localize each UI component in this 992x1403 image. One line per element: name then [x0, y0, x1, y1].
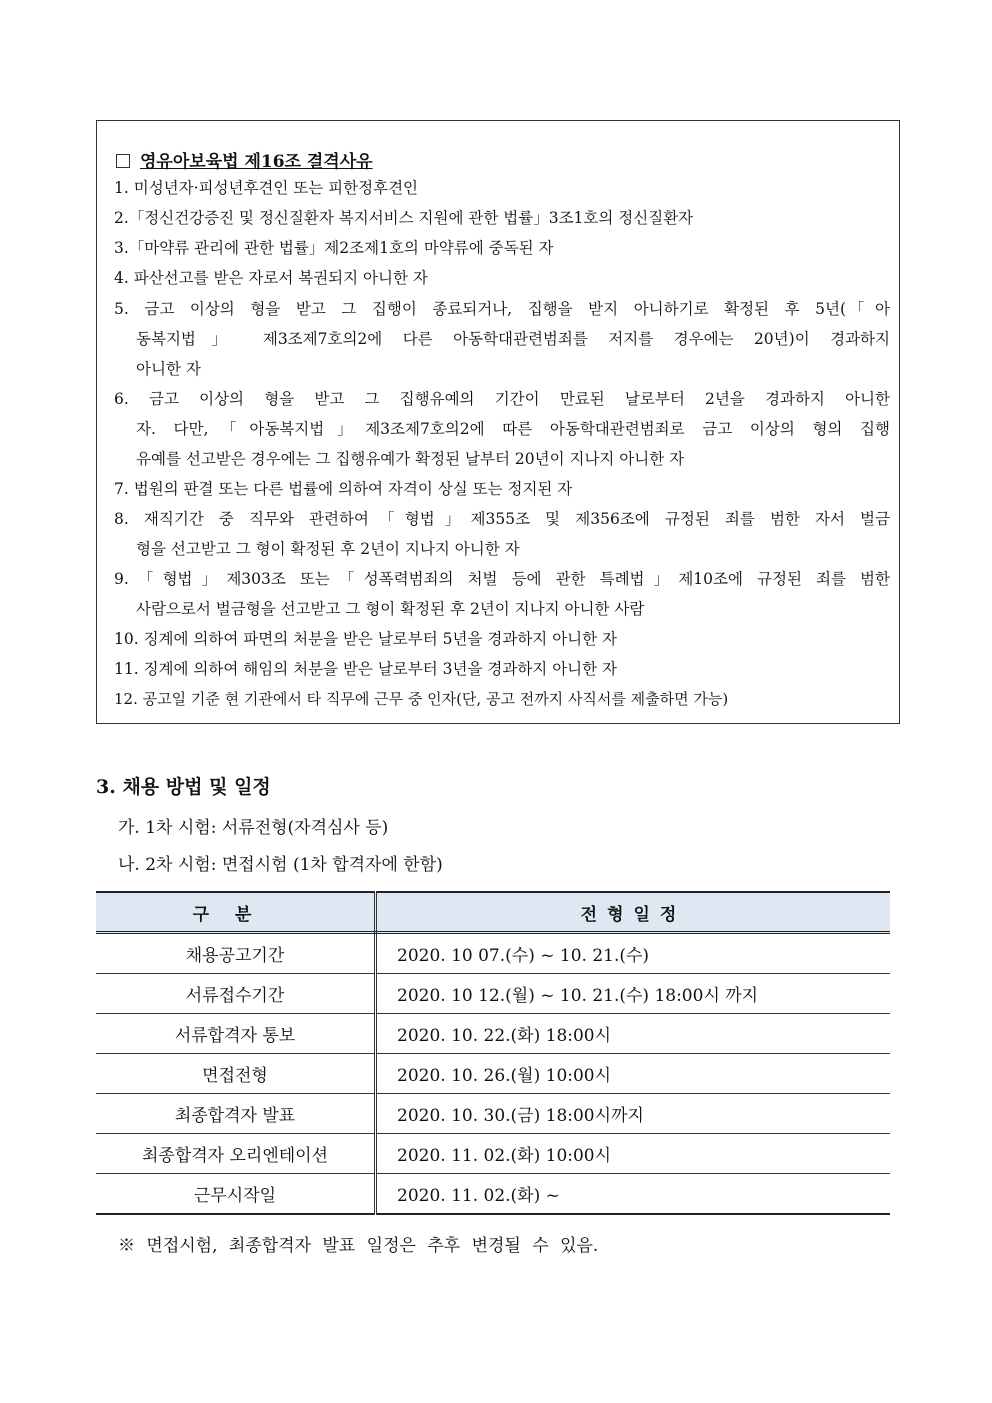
- list-item: [114, 564, 890, 624]
- list-item: [114, 384, 890, 474]
- table-row: [96, 1134, 890, 1174]
- list-item-line: 아니한 자: [136, 360, 201, 378]
- table-row: [96, 1174, 890, 1215]
- checkbox-square-icon: [116, 154, 130, 168]
- list-item-line: 1. 미성년자·피성년후견인 또는 피한정후견인: [114, 179, 419, 197]
- table-row: [96, 1014, 890, 1054]
- list-item-line: 10. 징계에 의하여 파면의 처분을 받은 날로부터 5년을 경과하지 아니한 자: [114, 630, 618, 648]
- table-row: [96, 974, 890, 1014]
- table-cell-schedule: 2020. 10. 30.(금) 18:00시까지: [376, 1094, 891, 1134]
- list-item-line: 자. 다만,「아동복지법」제3조제7호의2에 따른 아동학대관련범죄로 금고 이상의 형의 집행: [136, 420, 890, 438]
- table-cell-category: 서류접수기간: [96, 974, 376, 1014]
- list-item-line: 8. 재직기간 중 직무와 관련하여「형법」제355조 및 제356조에 규정된 죄를 범한 자서 벌금: [114, 510, 890, 528]
- table-cell-category: 면접전형: [96, 1054, 376, 1094]
- disqualification-title-text: 영유아보육법 제16조 결격사유: [140, 152, 373, 172]
- list-item-line: 11. 징계에 의하여 해임의 처분을 받은 날로부터 3년을 경과하지 아니한 자: [114, 660, 618, 678]
- list-item-line: 형을 선고받고 그 형이 확정된 후 2년이 지나지 아니한 자: [136, 540, 520, 558]
- list-item-line: 사람으로서 벌금형을 선고받고 그 형이 확정된 후 2년이 지나지 아니한 사람: [136, 600, 645, 618]
- list-item-line: 동복지법」 제3조제7호의2에 다른 아동학대관련범죄를 저지를 경우에는 20년)이 경과하지: [136, 330, 890, 348]
- subsection-first-exam: 가. 1차 시험: 서류전형(자격심사 등): [118, 818, 389, 838]
- schedule-table: [96, 891, 890, 1215]
- table-row: [96, 933, 890, 974]
- list-item: [114, 294, 890, 384]
- list-item: [114, 624, 890, 654]
- table-cell-category: 서류합격자 통보: [96, 1014, 376, 1054]
- table-cell-category: 최종합격자 발표: [96, 1094, 376, 1134]
- header-schedule: 전형일정: [376, 892, 891, 933]
- table-cell-schedule: 2020. 11. 02.(화) 10:00시: [376, 1134, 891, 1174]
- list-item: [114, 504, 890, 564]
- table-row: [96, 1054, 890, 1094]
- disqualification-box: [96, 120, 900, 724]
- table-cell-schedule: 2020. 10. 26.(월) 10:00시: [376, 1054, 891, 1094]
- list-item: [114, 233, 890, 263]
- table-cell-category: 채용공고기간: [96, 933, 376, 974]
- list-item: [114, 203, 890, 233]
- schedule-note: ※ 면접시험, 최종합격자 발표 일정은 추후 변경될 수 있음.: [118, 1236, 599, 1256]
- list-item-line: 12. 공고일 기준 현 기관에서 타 직무에 근무 중 인자(단, 공고 전까지 사직서를 제출하면 가능): [114, 690, 729, 708]
- table-cell-category: 최종합격자 오리엔테이션: [96, 1134, 376, 1174]
- list-item-line: 6. 금고 이상의 형을 받고 그 집행유예의 기간이 만료된 날로부터 2년을 경과하지 아니한: [114, 390, 890, 408]
- table-row: [96, 1094, 890, 1134]
- list-item-line: 4. 파산선고를 받은 자로서 복권되지 아니한 자: [114, 269, 428, 287]
- list-item: [114, 654, 890, 684]
- list-item: [114, 474, 890, 504]
- list-item-line: 3.「마약류 관리에 관한 법률」제2조제1호의 마약류에 중독된 자: [114, 239, 554, 257]
- list-item-line: 5. 금고 이상의 형을 받고 그 집행이 종료되거나, 집행을 받지 아니하기로 확정된 후 5년(「아: [114, 300, 890, 318]
- disqualification-title: [116, 147, 373, 172]
- section-title: 3. 채용 방법 및 일정: [96, 776, 271, 798]
- table-cell-schedule: 2020. 10 07.(수) ~ 10. 21.(수): [376, 933, 891, 974]
- list-item-line: 7. 법원의 판결 또는 다른 법률에 의하여 자격이 상실 또는 정지된 자: [114, 480, 573, 498]
- list-item-line: 2.「정신건강증진 및 정신질환자 복지서비스 지원에 관한 법률」3조1호의 정신질환자: [114, 209, 694, 227]
- table-header-row: [96, 892, 890, 933]
- list-item: [114, 684, 890, 714]
- list-item: [114, 173, 890, 203]
- subsection-second-exam: 나. 2차 시험: 면접시험 (1차 합격자에 한함): [118, 855, 443, 875]
- table-cell-schedule: 2020. 10 12.(월) ~ 10. 21.(수) 18:00시 까지: [376, 974, 891, 1014]
- table-cell-category: 근무시작일: [96, 1174, 376, 1215]
- table-cell-schedule: 2020. 11. 02.(화) ~: [376, 1174, 891, 1215]
- list-item-line: 유예를 선고받은 경우에는 그 집행유예가 확정된 날부터 20년이 지나지 아니한 자: [136, 450, 685, 468]
- list-item-line: 9.「형법」제303조 또는「성폭력범죄의 처벌 등에 관한 특례법」제10조에 규정된 죄를 범한: [114, 570, 890, 588]
- list-item: [114, 263, 890, 293]
- table-cell-schedule: 2020. 10. 22.(화) 18:00시: [376, 1014, 891, 1054]
- header-category: 구분: [96, 892, 376, 933]
